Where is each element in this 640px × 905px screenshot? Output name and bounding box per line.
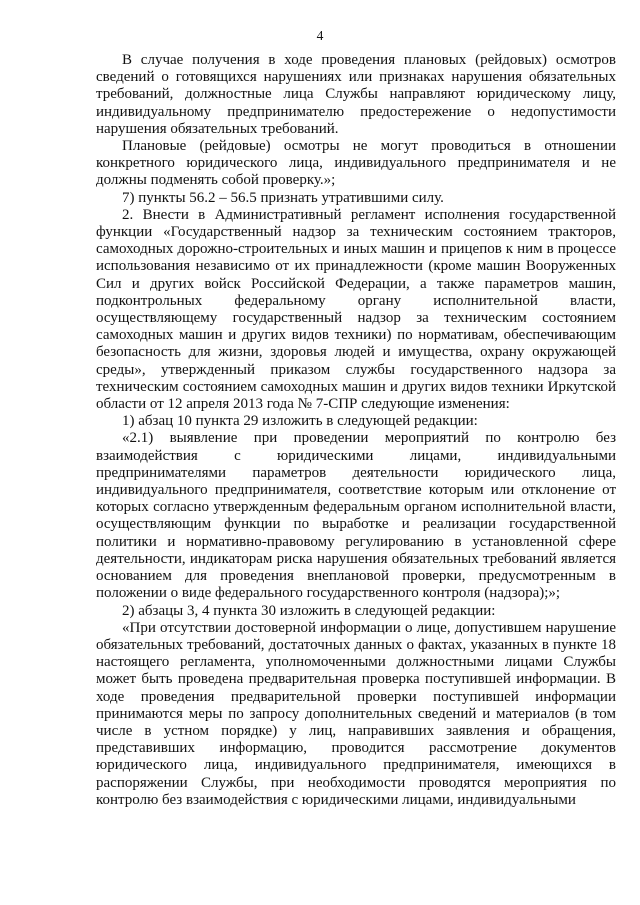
document-body — [96, 52, 616, 809]
paragraph-amendment-1: 1) абзац 10 пункта 29 изложить в следующей редакции: — [122, 413, 478, 430]
paragraph-item-7: 7) пункты 56.2 – 56.5 признать утратившими силу. — [122, 189, 444, 206]
paragraph-section-2: 2. Внести в Административный регламент исполнения государственной функции «Государственный надзор за техническим состоянием тракторов, самоходных дорожно-строительных и иных машин и прицепов к ним в процессе использования независимо от их принадлежности (кроме машин Вооруженных Сил и других войск Российской Федерации, а также параметров машин, подконтрольных федеральному органу исполнительной власти, осуществляющему государственный надзор за техническим состоянием самоходных машин и других видов техники) по нормативам, обеспечивающим безопасность для жизни, здоровья людей и имущества, охрану окружающей среды», утвержденный приказом службы государственного надзора за техническим состоянием самоходных машин и других видов техники Иркутской области от 12 апреля 2013 года № 7-СПР следующие изменения: — [96, 206, 616, 413]
paragraph-inspection-restriction: Плановые (рейдовые) осмотры не могут проводиться в отношении конкретного юридического лица, индивидуального предпринимателя и не должны подменять собой проверку.»; — [96, 138, 616, 189]
paragraph-amendment-2: 2) абзацы 3, 4 пункта 30 изложить в следующей редакции: — [122, 602, 496, 619]
paragraph-inspection-warning: В случае получения в ходе проведения плановых (рейдовых) осмотров сведений о готовящихся нарушениях или признаках нарушения обязательных требований, должностные лица Службы направляют юридическому лицу, индивидуальному предпринимателю предостережение о недопустимости нарушения обязательных требований. — [96, 52, 616, 137]
paragraph-quote-2-1: «2.1) выявление при проведении мероприятий по контролю без взаимодействия с юридическими лицами, индивидуальными предпринимателями параметров деятельности юридического лица, индивидуального предпринимателя, соответствие которым или отклонение от которых согласно утвержденным федеральным органом исполнительной власти, осуществляющим функции по выработке и реализации государственной политики и нормативно-правовому регулированию в установленной сфере деятельности, индикаторам риска нарушения обязательных требований является основанием для проведения внеплановой проверки, предусмотренным в положении о виде федерального государственного контроля (надзора);»; — [96, 430, 616, 602]
page-number: 4 — [316, 28, 324, 43]
paragraph-quote-preliminary-check: «При отсутствии достоверной информации о лице, допустившем нарушение обязательных требований, достаточных данных о фактах, указанных в пункте 18 настоящего регламента, уполномоченными должностными лицами Службы может быть проведена предварительная проверка поступившей информации. В ходе проведения предварительной проверки поступившей информации принимаются меры по запросу дополнительных сведений и материалов (в том числе в устном порядке) у лиц, направивших заявления и обращения, представивших информацию, проводится рассмотрение документов юридического лица, индивидуального предпринимателя, имеющихся в распоряжении Службы, при необходимости проводятся мероприятия по контролю без взаимодействия с юридическими лицами, индивидуальными — [96, 619, 616, 808]
